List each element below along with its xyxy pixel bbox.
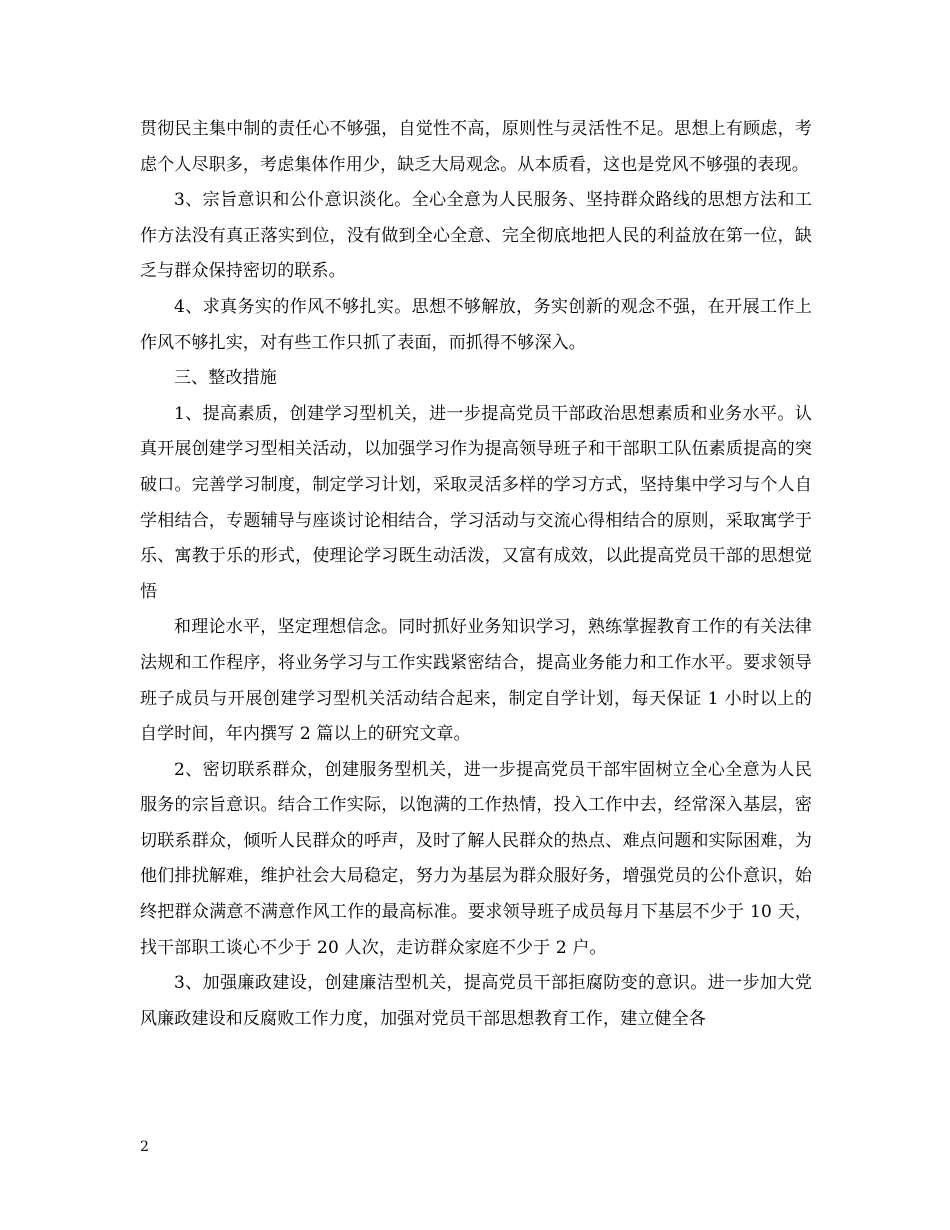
page-number: 2 bbox=[140, 1139, 149, 1155]
paragraph-8: 3、加强廉政建设，创建廉洁型机关，提高党员干部拒腐防变的意识。进一步加大党风廉政建设和反腐败工作力度，加强对党员干部思想教育工作，建立健全各 bbox=[140, 973, 812, 1029]
paragraph-6: 和理论水平，坚定理想信念。同时抓好业务知识学习，熟练掌握教育工作的有关法律法规和工作程序，将业务学习与工作实践紧密结合，提高业务能力和工作水平。要求领导班子成员与开展创建学习型机关活动结合起来，制定自学计划，每天保证 1 小时以上的自学时间，年内撰写 2 篇以上的研究文章。 bbox=[140, 617, 812, 745]
paragraph-7: 2、密切联系群众，创建服务型机关，进一步提高党员干部牢固树立全心全意为人民服务的宗旨意识。结合工作实际，以饱满的工作热情，投入工作中去，经常深入基层，密切联系群众，倾听人民群众的呼声，及时了解人民群众的热点、难点问题和实际困难，为他们排扰解难，维护社会大局稳定，努力为基层为群众服好务，增强党员的公仆意识，始终把群众满意不满意作风工作的最高标准。要求领导班子成员每月下基层不少于 10 天，找干部职工谈心不少于 20 人次，走访群众家庭不少于 2 户。 bbox=[140, 759, 812, 958]
document-body bbox=[140, 112, 812, 1037]
paragraph-2: 3、宗旨意识和公仆意识淡化。全心全意为人民服务、坚持群众路线的思想方法和工作方法没有真正落实到位，没有做到全心全意、完全彻底地把人民的利益放在第一位，缺乏与群众保持密切的联系。 bbox=[140, 190, 812, 282]
paragraph-5: 1、提高素质，创建学习型机关，进一步提高党员干部政治思想素质和业务水平。认真开展创建学习型相关活动，以加强学习作为提高领导班子和干部职工队伍素质提高的突破口。完善学习制度，制定学习计划，采取灵活多样的学习方式，坚持集中学习与个人自学相结合，专题辅导与座谈讨论相结合，学习活动与交流心得相结合的原则，采取寓学于乐、寓教于乐的形式，使理论学习既生动活泼，又富有成效，以此提高党员干部的思想觉悟 bbox=[140, 403, 812, 602]
paragraph-3: 4、求真务实的作风不够扎实。思想不够解放，务实创新的观念不强，在开展工作上作风不够扎实，对有些工作只抓了表面，而抓得不够深入。 bbox=[140, 296, 812, 353]
section-heading: 三、整改措施 bbox=[174, 368, 277, 389]
paragraph-1: 贯彻民主集中制的责任心不够强，自觉性不高，原则性与灵活性不足。思想上有顾虑，考虑个人尽职多，考虑集体作用少，缺乏大局观念。从本质看，这也是党风不够强的表现。 bbox=[140, 119, 812, 175]
